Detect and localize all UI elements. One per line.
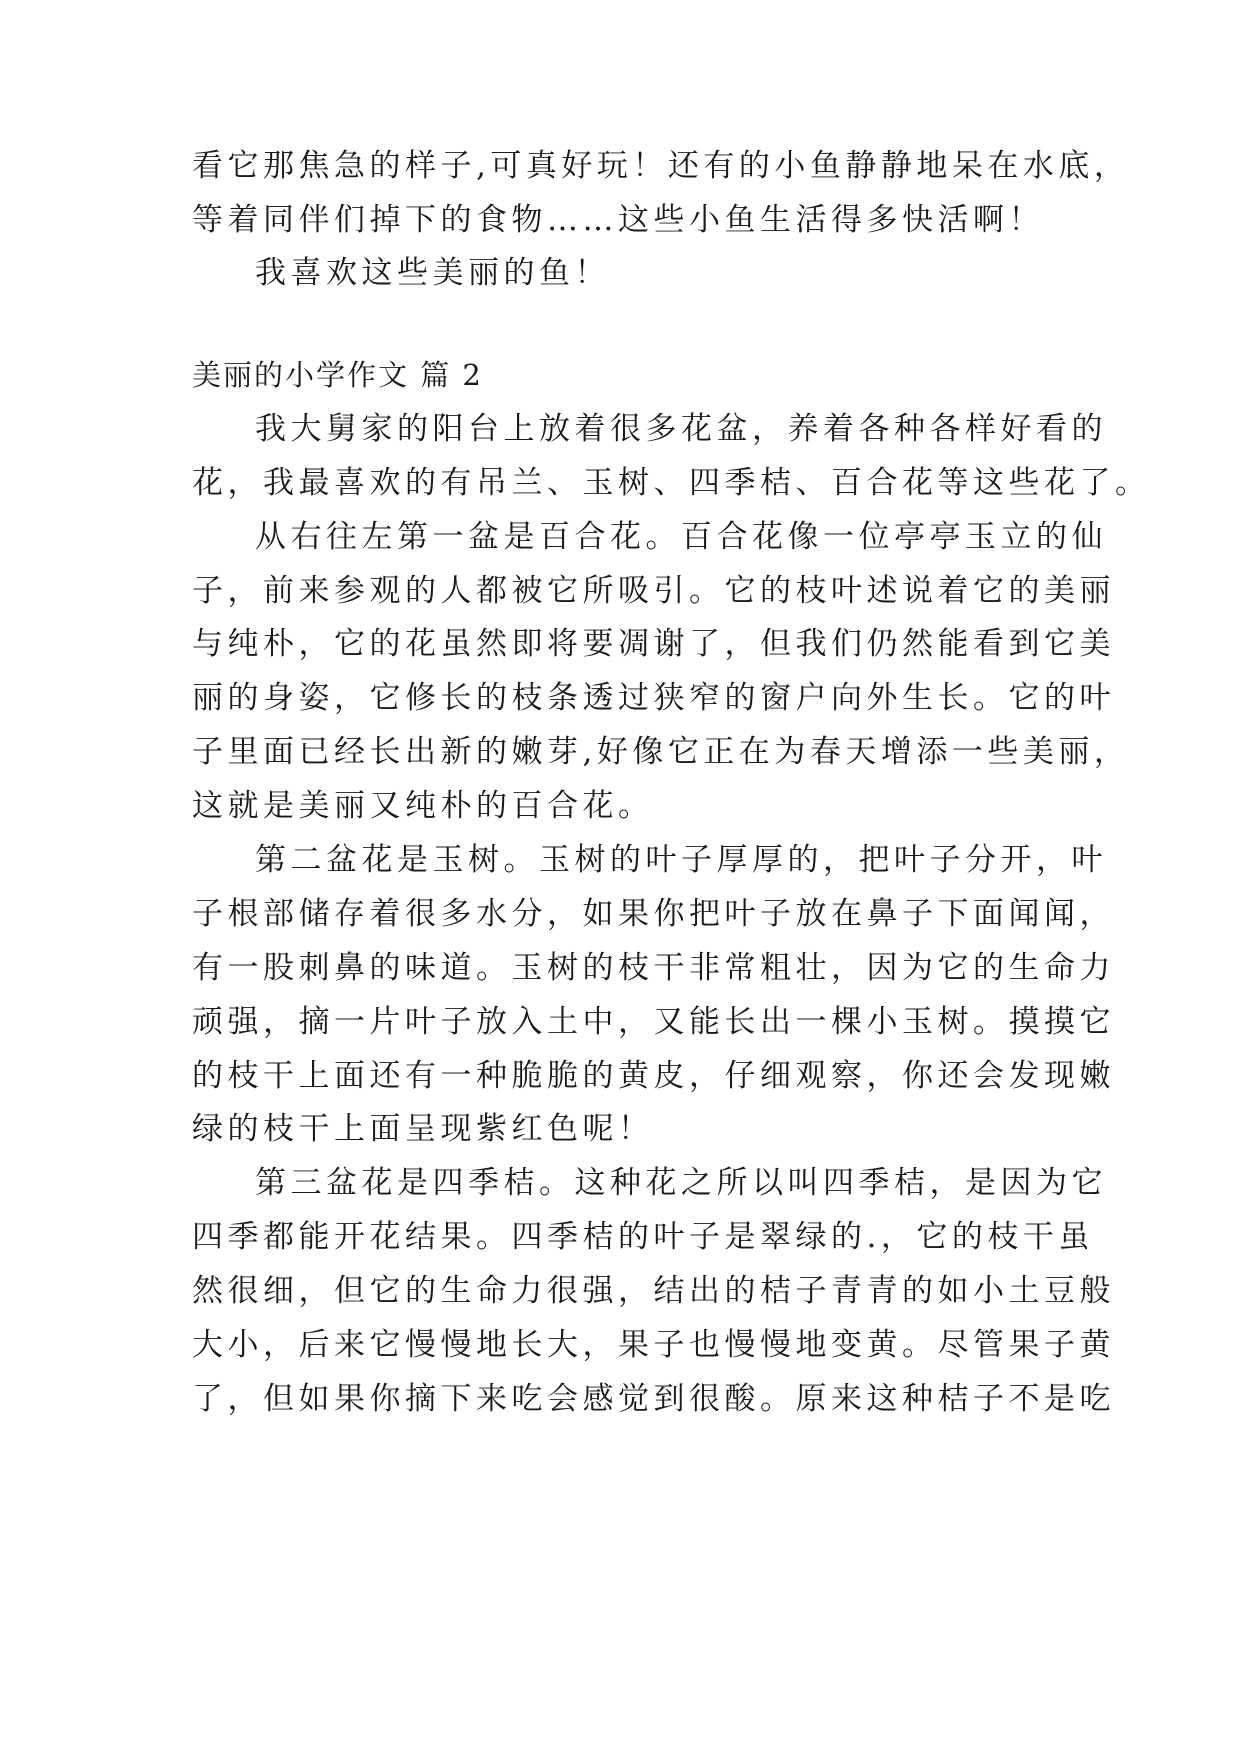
text-line: 第二盆花是玉树。玉树的叶子厚厚的，把叶子分开，叶: [255, 842, 1107, 878]
text-line: 的枝干上面还有一种脆脆的黄皮，仔细观察，你还会发现嫩: [192, 1058, 1115, 1094]
text-line: 子，前来参观的人都被它所吸引。它的枝叶述说着它的美丽: [192, 573, 1115, 609]
text-line: 了，但如果你摘下来吃会感觉到很酸。原来这种桔子不是吃: [192, 1381, 1115, 1417]
text-line: 四季都能开花结果。四季桔的叶子是翠绿的.，它的枝干虽: [192, 1219, 1094, 1255]
text-line: 花，我最喜欢的有吊兰、玉树、四季桔、百合花等这些花了。: [192, 465, 1151, 501]
text-line: 等着同伴们掉下的食物……这些小鱼生活得多快活啊！: [192, 202, 1044, 238]
text-line: 从右往左第一盆是百合花。百合花像一位亭亭玉立的仙: [255, 519, 1107, 555]
text-line: 我喜欢这些美丽的鱼！: [255, 255, 610, 291]
text-line: 子根部储存着很多水分，如果你把叶子放在鼻子下面闻闻，: [192, 896, 1115, 932]
text-line: 这就是美丽又纯朴的百合花。: [192, 788, 654, 824]
text-line: 绿的枝干上面呈现紫红色呢！: [192, 1111, 654, 1147]
text-line: 丽的身姿，它修长的枝条透过狭窄的窗户向外生长。它的叶: [192, 680, 1115, 716]
text-line: 我大舅家的阳台上放着很多花盆，养着各种各样好看的: [255, 411, 1107, 447]
text-line: 有一股刺鼻的味道。玉树的枝干非常粗壮，因为它的生命力: [192, 950, 1115, 986]
section-heading: 美丽的小学作文 篇 2: [192, 358, 483, 392]
text-line: 子里面已经长出新的嫩芽,好像它正在为春天增添一些美丽，: [192, 734, 1130, 770]
text-line: 顽强，摘一片叶子放入土中，又能长出一棵小玉树。摸摸它: [192, 1004, 1115, 1040]
text-line: 看它那焦急的样子,可真好玩！还有的小鱼静静地呆在水底，: [192, 148, 1130, 184]
text-line: 大小，后来它慢慢地长大，果子也慢慢地变黄。尽管果子黄: [192, 1327, 1115, 1363]
text-line: 第三盆花是四季桔。这种花之所以叫四季桔，是因为它: [255, 1165, 1107, 1201]
text-line: 与纯朴，它的花虽然即将要凋谢了，但我们仍然能看到它美: [192, 626, 1115, 662]
text-line: 然很细，但它的生命力很强，结出的桔子青青的如小土豆般: [192, 1273, 1115, 1309]
